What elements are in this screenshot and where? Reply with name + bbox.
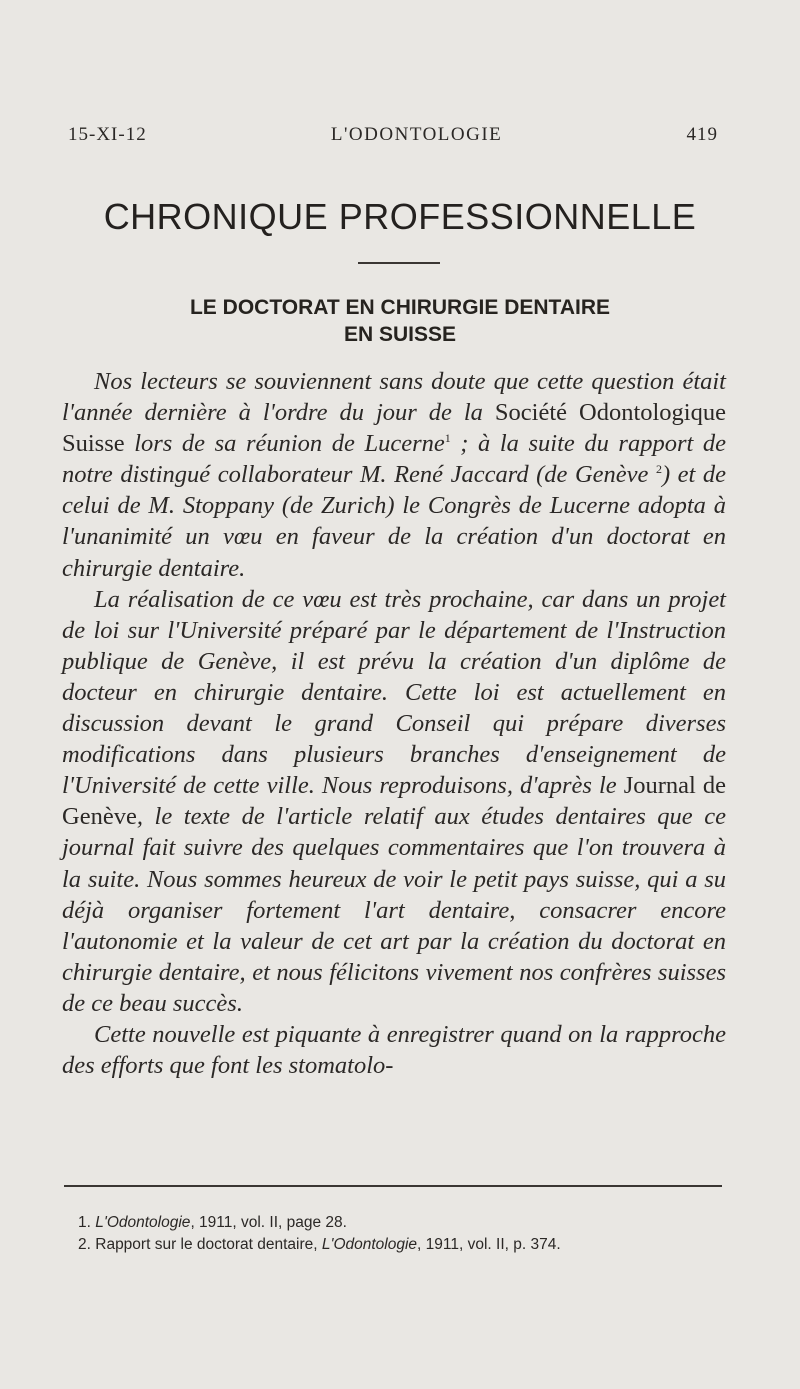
footnote-1 xyxy=(78,1212,738,1234)
paragraph-1-text-c: lors de sa réunion de Lucerne xyxy=(124,430,445,458)
paragraph-1 xyxy=(62,366,726,584)
article-body xyxy=(62,366,726,1081)
footnotes xyxy=(78,1212,738,1256)
footnote-2-source: L'Odontologie xyxy=(321,1236,418,1253)
paragraph-1-text-d: ; à la suite du rapport de notre distingué collaborateur M. René Jaccard (de Genève xyxy=(62,430,726,489)
article-title xyxy=(0,294,800,348)
paragraph-2-text-c: , le texte de l'article relatif aux études dentaires que ce journal fait suivre des quelques commentaires que l'on trouvera à la suite. Nous sommes heureux de voir le petit pays suisse, qui a su déjà organiser fortement l'art dentaire, consacrer encore l'autonomie et la valeur de cet art par la création du doctorat en chirurgie dentaire, et nous félicitons vivement nos confrères suisses de ce beau succès. xyxy=(62,803,726,1017)
paragraph-3-text: Cette nouvelle est piquante à enregistrer quand on la rapproche des efforts que font les stomatolo- xyxy=(62,1020,726,1080)
footnote-2 xyxy=(78,1234,738,1256)
footnote-divider xyxy=(64,1185,722,1187)
running-header xyxy=(68,124,718,146)
paragraph-2-text-a: La réalisation de ce vœu est très prochaine, car dans un projet de loi sur l'Université préparé par le département de l'Instruction publique de Genève, il est prévu la création d'un diplôme de docteur en chirurgie dentaire. Cette loi est actuellement en discussion devant le grand Conseil qui prépare diverses modifications dans plusieurs branches d'enseignement de l'Université de cette ville. Nous reproduisons, d'après le xyxy=(62,585,726,800)
newspaper-name: Journal de Genève xyxy=(62,772,727,831)
page-number: 419 xyxy=(686,124,718,145)
footnote-1-number: 1. xyxy=(78,1214,91,1231)
article-title-line-1: LE DOCTORAT EN CHIRURGIE DENTAIRE xyxy=(189,296,610,319)
section-title: CHRONIQUE PROFESSIONNELLE xyxy=(103,196,697,237)
paragraph-1-text-e: ) et de celui de M. Stoppany (de Zurich) le Congrès de Lucerne adopta à l'unanimité un vœu en faveur de la création d'un doctorat en chirurgie dentaire. xyxy=(62,461,727,582)
footnote-2-number: 2. xyxy=(78,1236,91,1253)
journal-name: L'ODONTOLOGIE xyxy=(330,124,503,145)
footnote-1-source: L'Odontologie xyxy=(95,1214,191,1231)
footnote-ref-2: 2 xyxy=(655,462,662,477)
footnote-ref-1: 1 xyxy=(444,431,451,446)
paragraph-1-text-a: Nos lecteurs se souviennent sans doute que cette question était l'année dernière à l'ordre du jour de la xyxy=(62,368,726,427)
article-title-line-2: EN SUISSE xyxy=(343,323,457,346)
footnote-1-details: , 1911, vol. II, page 28. xyxy=(190,1214,347,1231)
footnote-2-prefix: Rapport sur le doctorat dentaire, xyxy=(95,1236,322,1253)
paragraph-3 xyxy=(62,1019,726,1081)
issue-date: 15-XI-12 xyxy=(68,124,147,145)
title-divider xyxy=(358,262,440,264)
footnote-2-details: , 1911, vol. II, p. 374. xyxy=(417,1236,561,1253)
paragraph-2 xyxy=(62,584,726,1019)
society-name: Société Odontologique Suisse xyxy=(62,399,726,458)
